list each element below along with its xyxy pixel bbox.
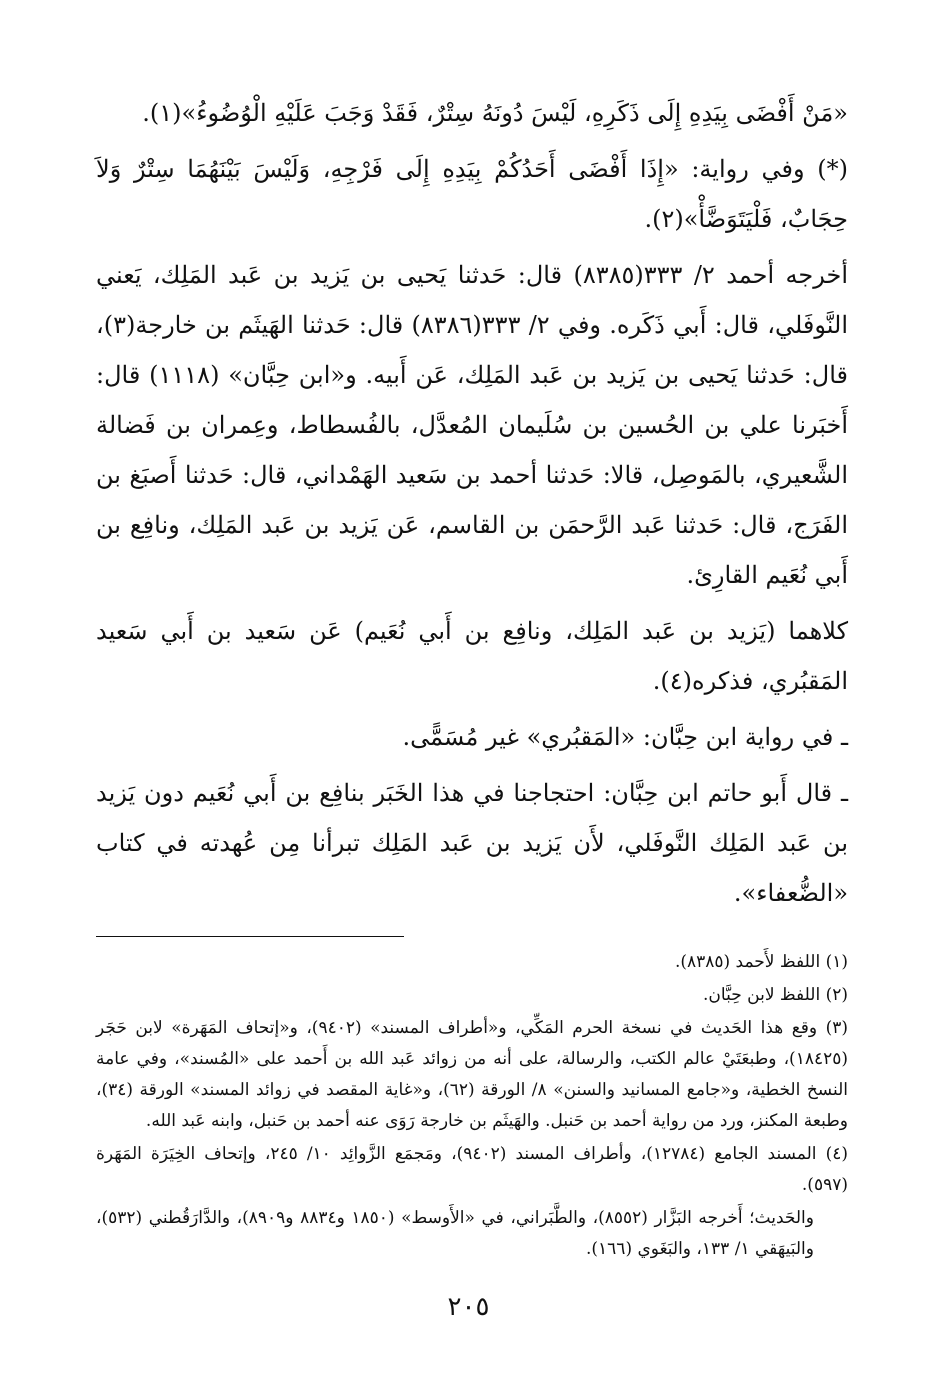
page (96, 88, 848, 1267)
ibn-hibban-note: ـ في رواية ابن حِبَّان: «المَقبُري» غير مُسَمًّى. (402, 723, 848, 751)
both-narrators-paragraph: كلاهما (يَزيد بن عَبد المَلِك، ونافِع بن أَبي نُعَيم) عَن سَعيد بن أَبي سَعيد المَقبُري، فذكره(٤). (96, 617, 848, 695)
main-text (96, 88, 848, 918)
footnote-2: (٢) اللفظ لابن حِبَّان. (703, 985, 848, 1005)
hadith-text: «مَنْ أَفْضَى بِيَدِهِ إِلَى ذَكَرِهِ، لَيْسَ دُونَهُ سِتْرٌ، فَقَدْ وَجَبَ عَلَيْهِ الْوُضُوءُ»(١). (142, 99, 848, 127)
takhrij-paragraph: أخرجه أحمد ٢/ ٣٣٣(٨٣٨٥) قال: حَدثنا يَحيى بن يَزيد بن عَبد المَلِك، يَعني النَّوفَلي، قال: أَبي ذَكَره. وفي ٢/ ٣٣٣(٨٣٨٦) قال: حَدثنا الهَيثَم بن خارجة(٣)، قال: حَدثنا يَحيى بن يَزيد بن عَبد المَلِك، عَن أَبيه. و«ابن حِبَّان» (١١١٨) قال: أَخبَرنا علي بن الحُسين بن سُلَيمان المُعدَّل، بالفُسطاط، وعِمران بن فَضالة الشَّعيري، بالمَوصِل، قالا: حَدثنا أحمد بن سَعيد الهَمْداني، قال: حَدثنا أَصبَغ بن الفَرَج، قال: حَدثنا عَبد الرَّحمَن بن القاسم، عَن يَزيد بن عَبد المَلِك، ونافِع بن أَبي نُعَيم القارِئ. (96, 261, 849, 589)
abu-hatim-note: ـ قال أَبو حاتم ابن حِبَّان: احتجاجنا في هذا الخَبَر بنافِع بن أَبي نُعَيم دون يَزيد بن عَبد المَلِك النَّوفَلي، لأَن يَزيد بن عَبد المَلِك تبرأنا مِن عُهدته في كتاب «الضُّعفاء». (96, 779, 848, 907)
alternate-narration: (*) وفي رواية: «إِذَا أَفْضَى أَحَدُكُمْ بِيَدِهِ إِلَى فَرْجِهِ، وَلَيْسَ بَيْنَهُمَا سِتْرٌ وَلاَ حِجَابٌ، فَلْيَتَوَضَّأْ»(٢). (96, 155, 848, 233)
footnote-1: (١) اللفظ لأَحمد (٨٣٨٥). (674, 952, 848, 972)
footnotes (96, 947, 848, 1265)
footnote-4-continuation: والحَديث؛ أَخرجه البَزَّار (٨٥٥٢)، والطَّبَراني، في «الأَوسط» (١٨٥٠ و٨٨٣٤ و٨٩٠٩)، والدَّارَقُطني (٥٣٢)، والبَيهَقي ١/ ١٣٣، والبَغَوي (١٦٦). (96, 1208, 814, 1259)
footnote-4: (٤) المسند الجامع (١٢٧٨٤)، وأطراف المسند (٩٤٠٢)، ومَجمَع الزَّوائِد ١٠/ ٢٤٥، وإتحاف الخِيَرَة المَهَرة (٥٩٧). (96, 1144, 848, 1195)
footnote-divider (96, 936, 404, 937)
page-number: ٢٠٥ (447, 1292, 490, 1322)
footnote-3: (٣) وقع هذا الحَديث في نسخة الحرم المَكِّي، و«أطراف المسند» (٩٤٠٢)، و«إتحاف المَهَرة» لابن حَجَر (١٨٤٢٥)، وطبعَتَيْ عالم الكتب، والرسالة، على أنه من زوائد عَبد الله بن أَحمد على «المُسند»، وفي عامة النسخ الخطية، و«جامع المسانيد والسنن» ٨/ الورقة (٦٢)، و«غاية المقصد في زوائد المسند» الورقة (٣٤)، وطبعة المكنز، ورد من رواية أحمد بن حَنبل. والهَيثَم بن خارجة رَوَى عنه أحمد بن حَنبل، وابنه عَبد الله. (96, 1018, 848, 1131)
